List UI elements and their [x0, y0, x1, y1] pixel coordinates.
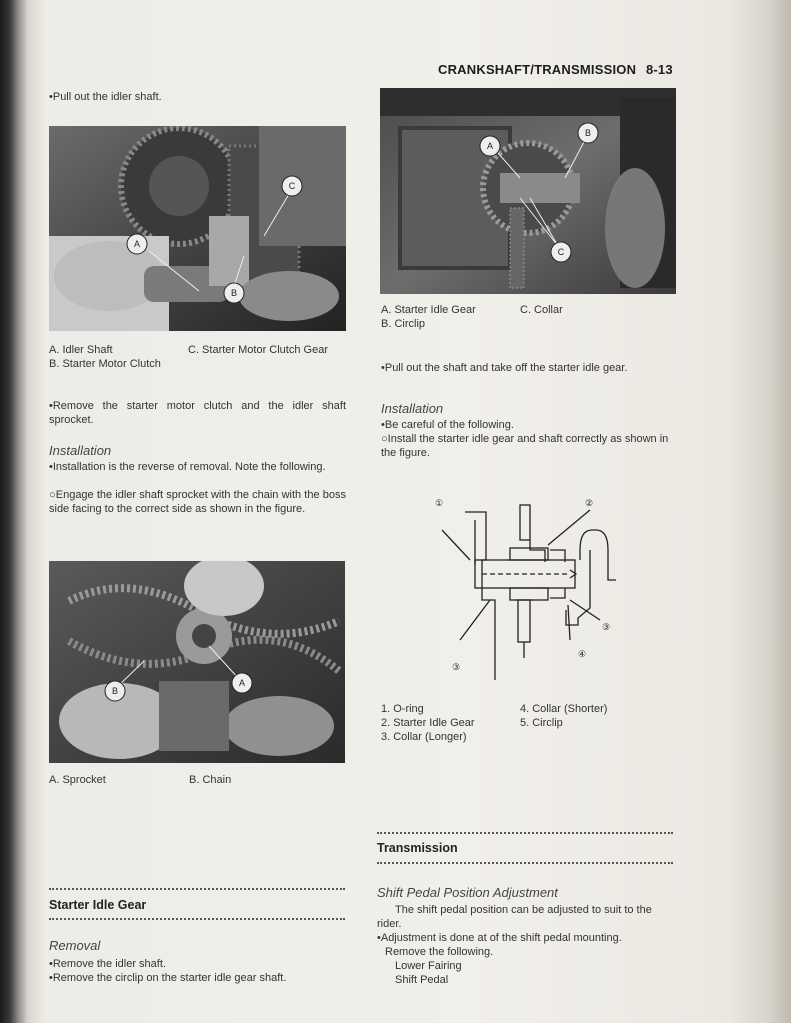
- svg-text:A: A: [486, 141, 494, 151]
- caption-a-sprocket: A. Sprocket: [49, 774, 106, 786]
- caption-b-circlip: B. Circlip: [381, 318, 426, 330]
- svg-text:B: B: [111, 686, 119, 696]
- diagram-label-2: ②: [585, 498, 594, 508]
- callout-a: [127, 234, 147, 254]
- caption-b-starter-motor-clutch: B. Starter Motor Clutch: [49, 358, 161, 370]
- legend-o-ring: 1. O-ring: [381, 703, 424, 715]
- shift-pedal-shift-pedal: Shift Pedal: [395, 974, 449, 986]
- diagram-label-1: ①: [435, 498, 444, 508]
- left-step-remove-clutch: •Remove the starter motor clutch and the idler shaft sprocket.: [49, 400, 346, 426]
- diagram-label-3-right: ③: [602, 622, 611, 632]
- divider: [377, 832, 673, 834]
- legend-circlip: 5. Circlip: [520, 717, 563, 729]
- svg-text:B: B: [584, 128, 592, 138]
- svg-text:A: A: [238, 678, 246, 688]
- diagram-label-4: ④: [578, 649, 587, 659]
- shift-pedal-adjustment: •Adjustment is done at of the shift pedal mounting.: [377, 932, 622, 944]
- callout-c: [282, 176, 302, 196]
- caption-a-idler-shaft: A. Idler Shaft: [49, 344, 113, 356]
- right-installation-heading: Installation: [381, 401, 444, 416]
- caption-c-starter-motor-clutch-gear: C. Starter Motor Clutch Gear: [188, 344, 328, 356]
- photo-starter-idle-gear: [380, 88, 676, 294]
- page-header: [438, 62, 673, 77]
- header-title: CRANKSHAFT/TRANSMISSION: [438, 62, 637, 77]
- left-install-note: •Installation is the reverse of removal. Note the following.: [49, 461, 326, 473]
- right-step-pull-shaft: •Pull out the shaft and take off the starter idle gear.: [381, 362, 628, 374]
- legend-collar-shorter: 4. Collar (Shorter): [520, 703, 608, 715]
- shift-pedal-intro: The shift pedal position can be adjusted to suit to the rider.: [377, 904, 652, 930]
- svg-text:A: A: [133, 239, 141, 249]
- divider: [49, 888, 345, 890]
- callout-a: [232, 673, 252, 693]
- idle-gear-assembly-diagram: [420, 490, 630, 680]
- removal-step-idler-shaft: •Remove the idler shaft.: [49, 958, 166, 970]
- svg-text:C: C: [557, 247, 565, 257]
- left-install-engage: ○Engage the idler shaft sprocket with the chain with the boss side facing to the correct side as shown in the figure.: [49, 489, 346, 515]
- callout-a: [480, 136, 500, 156]
- shift-pedal-heading: Shift Pedal Position Adjustment: [377, 885, 558, 900]
- removal-heading: Removal: [49, 938, 101, 953]
- divider: [49, 918, 345, 920]
- callout-b: [105, 681, 125, 701]
- legend-collar-longer: 3. Collar (Longer): [381, 731, 467, 743]
- caption-c-collar: C. Collar: [520, 304, 563, 316]
- callout-c: [551, 242, 571, 262]
- divider: [377, 862, 673, 864]
- removal-step-circlip: •Remove the circlip on the starter idle gear shaft.: [49, 972, 287, 984]
- section-title-starter-idle-gear: Starter Idle Gear: [49, 898, 147, 912]
- photo-sprocket-chain: [49, 561, 345, 763]
- legend-starter-idle-gear: 2. Starter Idle Gear: [381, 717, 475, 729]
- photo-idler-shaft: [49, 126, 346, 331]
- caption-b-chain: B. Chain: [189, 774, 232, 786]
- header-page-number: 8-13: [645, 62, 673, 77]
- shift-pedal-remove: Remove the following.: [385, 946, 494, 958]
- diagram-label-3-left: ③: [452, 662, 461, 672]
- svg-text:C: C: [288, 181, 296, 191]
- right-install-careful: •Be careful of the following.: [381, 419, 514, 431]
- left-step-pull-idler: •Pull out the idler shaft.: [49, 91, 162, 103]
- shift-pedal-lower-fairing: Lower Fairing: [395, 960, 462, 972]
- caption-a-starter-idle-gear: A. Starter Idle Gear: [381, 304, 476, 316]
- svg-text:B: B: [230, 288, 238, 298]
- callout-b: [224, 283, 244, 303]
- section-title-transmission: Transmission: [377, 841, 458, 855]
- right-install-correctly: ○Install the starter idle gear and shaft correctly as shown in the figure.: [381, 433, 669, 459]
- left-installation-heading: Installation: [49, 443, 112, 458]
- callout-b: [578, 123, 598, 143]
